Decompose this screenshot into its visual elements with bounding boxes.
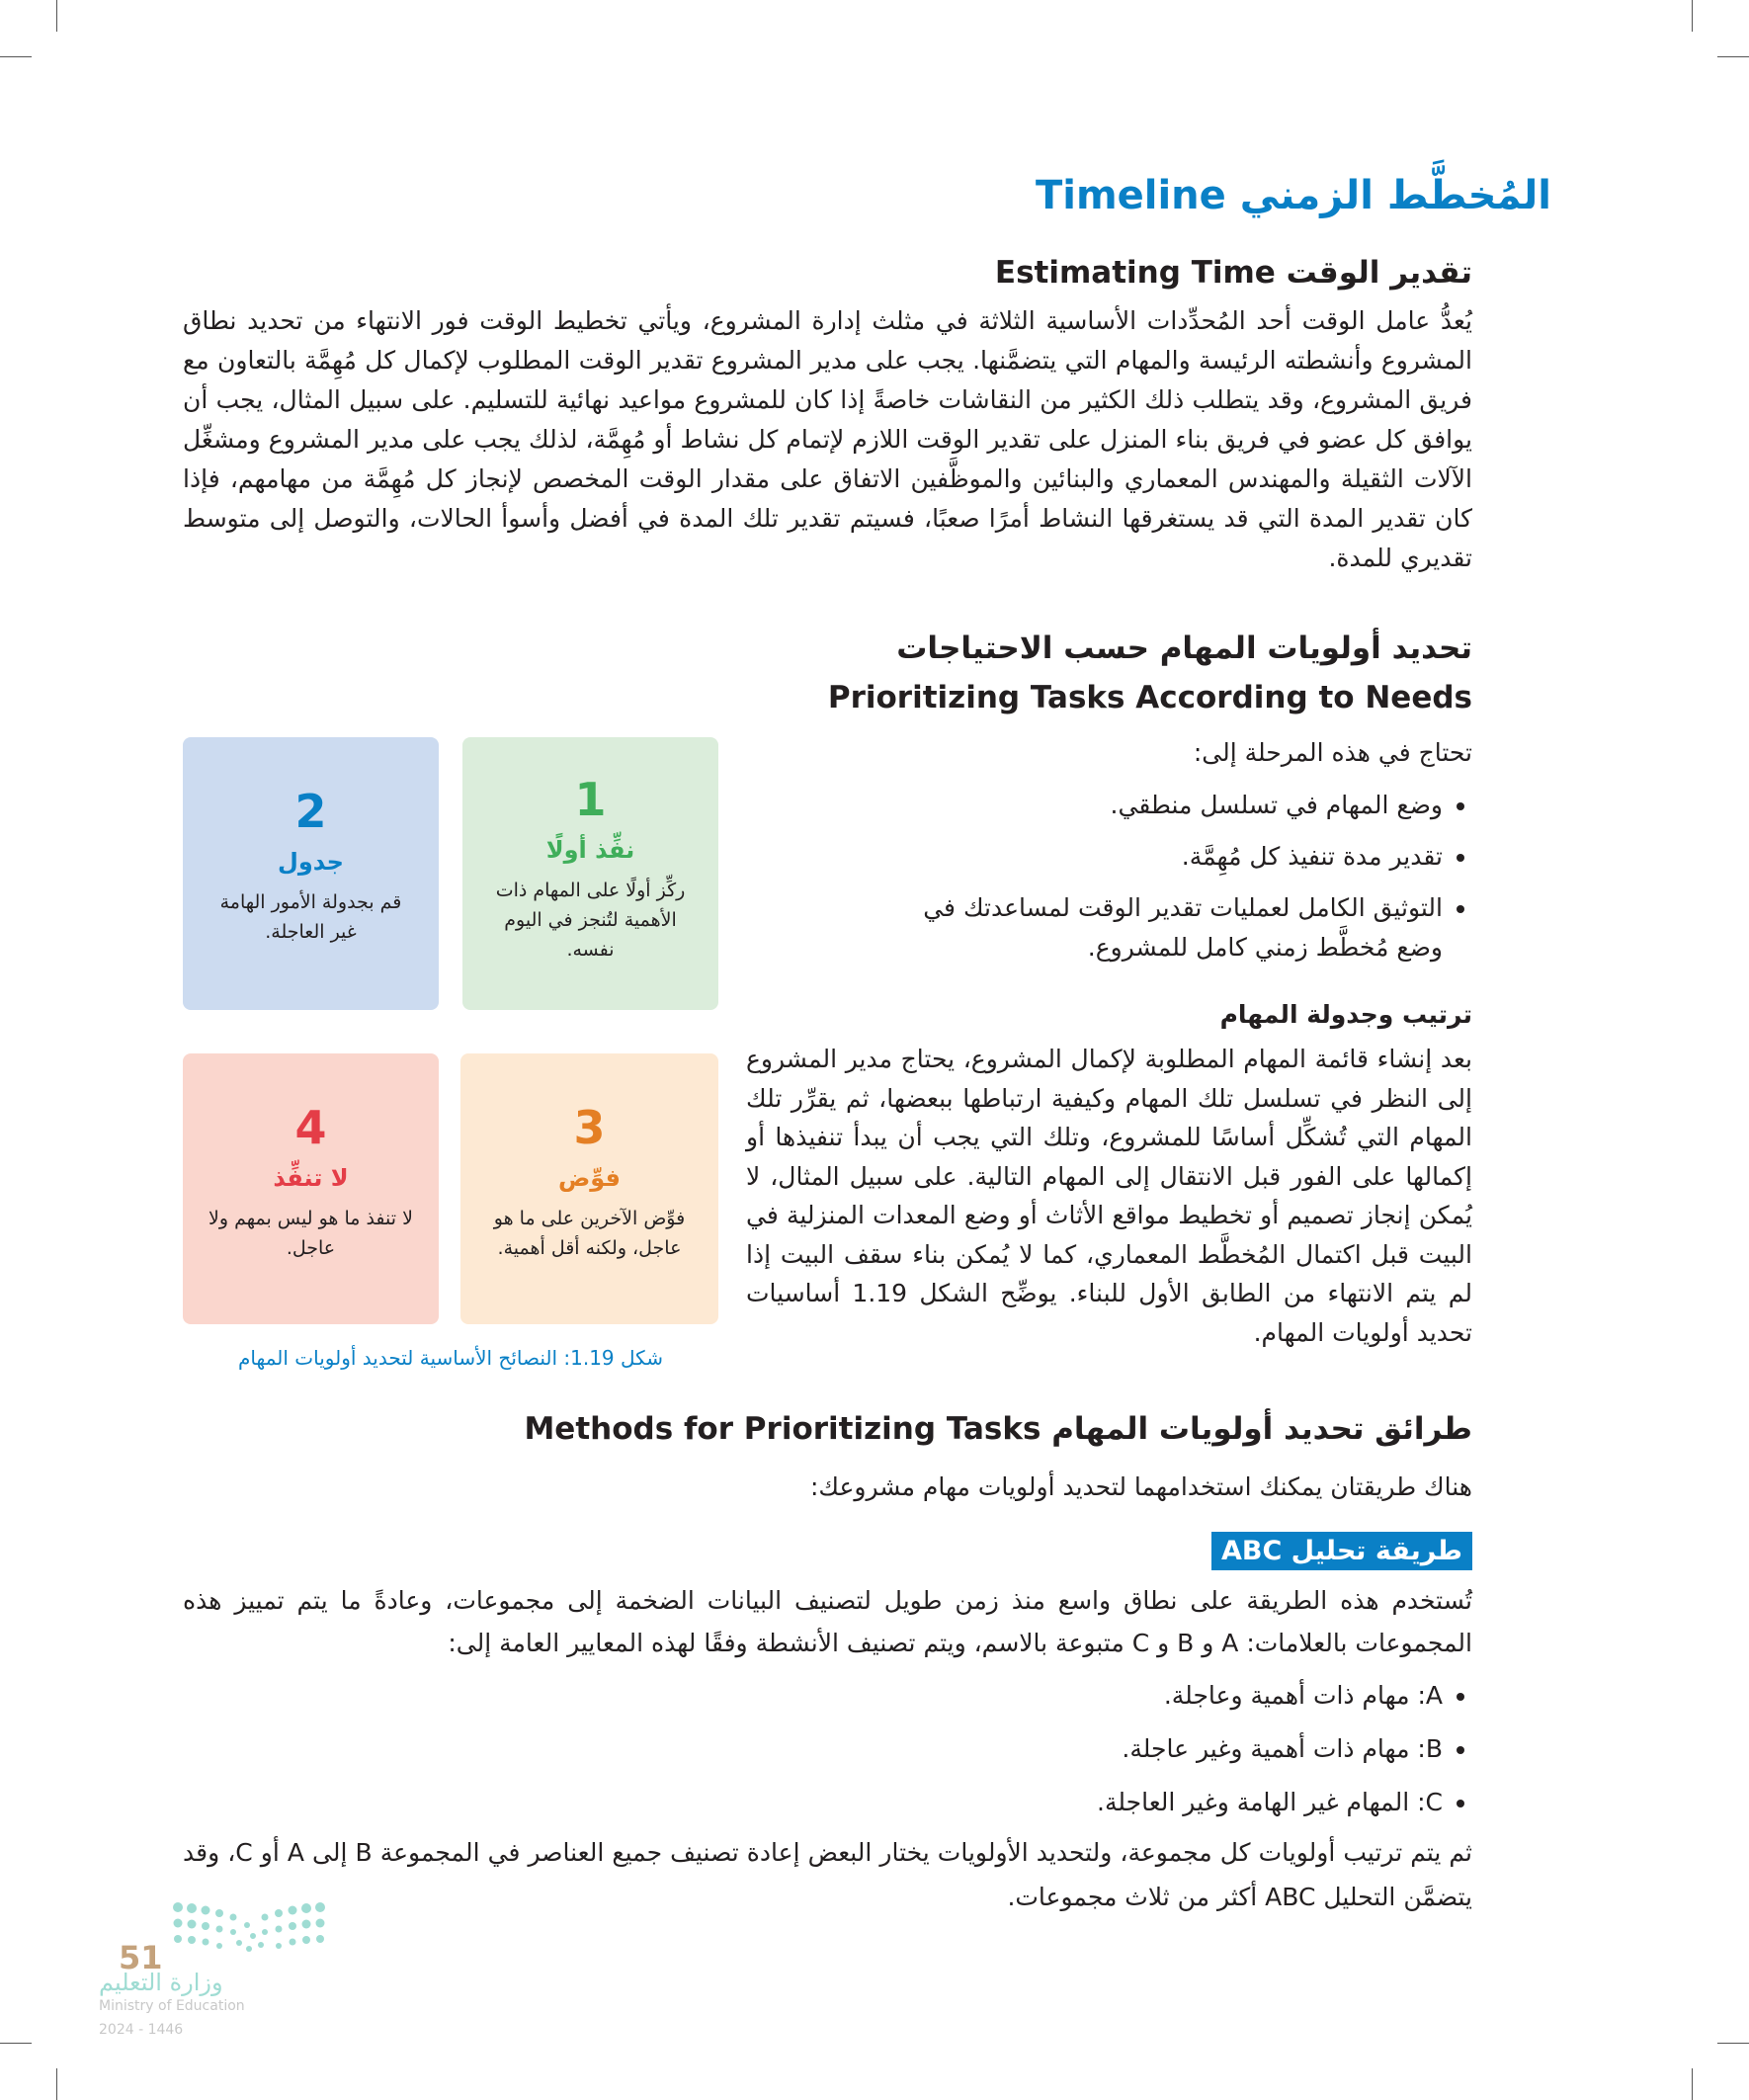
abc-paragraph: [183, 1579, 1472, 1664]
prioritizing-intro: تحتاج في هذه المرحلة إلى:: [1193, 738, 1472, 767]
bullet-item: • C: المهام غير الهامة وغير العاجلة.: [889, 1782, 1443, 1823]
box-description: قم بجدولة الأمور الهامة غير العاجلة.: [219, 891, 402, 943]
priority-box-delegate: [460, 1053, 718, 1324]
page-number: 51: [119, 1939, 163, 1976]
bullet-item: • التوثيق الكامل لعمليات تقدير الوقت لمساعدتك في وضع مُخطَّط زمني كامل للمشروع.: [904, 888, 1443, 967]
crop-mark: [56, 2068, 57, 2100]
paragraph-text: ثم يتم ترتيب أولويات كل مجموعة، ولتحديد الأولويات يختار البعض إعادة تصنيف جميع العناصر في المجموعة B إلى A أو C، وقد يتضمَّن التحليل ABC أكثر من ثلاث مجموعات.: [183, 1838, 1472, 1911]
priority-box-dont-do: [183, 1053, 439, 1324]
box-description: ركِّز أولًا على المهام ذات الأهمية لتُنجز في اليوم نفسه.: [495, 880, 686, 961]
ministry-logo-dots-icon: [170, 1899, 328, 1959]
estimating-heading: تقدير الوقت Estimating Time: [994, 255, 1472, 291]
crop-mark: [56, 0, 57, 32]
crop-mark: [1717, 2043, 1749, 2044]
figure-caption: شكل 1.19: النصائح الأساسية لتحديد أولويات المهام: [238, 1346, 663, 1370]
crop-mark: [0, 2043, 32, 2044]
prioritizing-heading-ar: تحديد أولويات المهام حسب الاحتياجات: [896, 630, 1472, 666]
ministry-name-ar: وزارة التعليم: [99, 1969, 223, 1996]
bullet-item: • B: مهام ذات أهمية وغير عاجلة.: [889, 1728, 1443, 1770]
crop-mark: [0, 56, 32, 57]
crop-mark: [1717, 56, 1749, 57]
box-description: لا تنفذ ما هو ليس بمهم ولا عاجل.: [208, 1208, 413, 1259]
box-label: نفِّذ أولًا: [545, 836, 635, 864]
prioritizing-heading-en: Prioritizing Tasks According to Needs: [827, 680, 1472, 715]
box-number: 4: [294, 1101, 327, 1154]
bullet-item: • وضع المهام في تسلسل منطقي.: [904, 786, 1443, 825]
box-number: 3: [573, 1101, 606, 1154]
academic-year: 2024 - 1446: [99, 2022, 184, 2038]
box-label: جدول: [278, 848, 344, 876]
priority-box-do-first: [462, 737, 718, 1010]
crop-mark: [1692, 2068, 1693, 2100]
ordering-heading: ترتيب وجدولة المهام: [1219, 1000, 1472, 1029]
crop-mark: [1692, 0, 1693, 32]
estimating-paragraph: [183, 301, 1472, 578]
abc-method-badge: طريقة تحليل ABC: [1211, 1532, 1472, 1570]
box-number: 2: [294, 785, 327, 838]
bullet-item: • تقدير مدة تنفيذ كل مُهِمَّة.: [904, 837, 1443, 877]
paragraph-text: يُعدُّ عامل الوقت أحد المُحدِّدات الأساسية الثلاثة في مثلث إدارة المشروع، ويأتي تخطيط الوقت فور الانتهاء من تحديد نطاق المشروع وأنشطته الرئيسة والمهام التي يتضمَّنها. يجب على مدير المشروع تقدير الوقت المطلوب لإكمال كل مُهِمَّة بالتعاون مع فريق المشروع، وقد يتطلب ذلك الكثير من النقاشات خاصةً إذا كان للمشروع مواعيد نهائية للتسليم. على سبيل المثال، يجب أن يوافق كل عضو في فريق بناء المنزل على تقدير الوقت اللازم لإتمام كل نشاط أو مُهِمَّة، لذلك يجب على مدير المشروع ومشغِّل الآلات الثقيلة والمهندس المعماري والبنائين والموظَّفين الاتفاق على مقدار الوقت المخصص لإنجاز كل مُهِمَّة من مهامهم، فإذا كان تقدير المدة التي قد يستغرقها النشاط أمرًا صعبًا، فسيتم تقدير تلك المدة في أفضل وأسوأ الحالات، والتوصل إلى متوسط تقديري للمدة.: [183, 306, 1472, 572]
paragraph-text: بعد إنشاء قائمة المهام المطلوبة لإكمال المشروع، يحتاج مدير المشروع إلى النظر في تسلسل تلك المهام وكيفية ارتباطها ببعضها، ثم يقرِّر تلك المهام التي تُشكِّل أساسًا للمشروع، وتلك التي يجب أن يبدأ تنفيذها أو إكمالها على الفور قبل الانتقال إلى المهام التالية. على سبيل المثال، لا يُمكن إنجاز تصميم أو تخطيط مواقع الأثاث أو وضع المعدات المنزلية في البيت قبل اكتمال المُخطَّط المعماري، كما لا يُمكن بناء سقف البيت إذا لم يتم الانتهاء من الطابق الأول للبناء. يوضِّح الشكل 1.19 أساسيات تحديد أولويات المهام.: [746, 1045, 1472, 1347]
methods-heading: طرائق تحديد أولويات المهام Methods for Prioritizing Tasks: [524, 1411, 1472, 1447]
prioritizing-bullets: [904, 786, 1472, 979]
ordering-paragraph: [746, 1040, 1472, 1352]
box-number: 1: [574, 773, 607, 826]
box-description: فوِّض الآخرين على ما هو عاجل، ولكنه أقل أهمية.: [493, 1208, 686, 1259]
paragraph-text: تُستخدم هذه الطريقة على نطاق واسع منذ زمن طويل لتصنيف البيانات الضخمة إلى مجموعات، وعادةً ما يتم تمييز هذه المجموعات بالعلامات: A و B و C متبوعة بالاسم، ويتم تصنيف الأنشطة وفقًا لهذه المعايير العامة إلى:: [183, 1586, 1472, 1657]
closing-paragraph: [183, 1830, 1472, 1919]
methods-intro: هناك طريقتان يمكنك استخدامهما لتحديد أولويات مهام مشروعك:: [810, 1472, 1472, 1501]
box-label: فوِّض: [557, 1164, 622, 1192]
priority-box-schedule: [183, 737, 439, 1010]
page-title: المُخطَّط الزمني Timeline: [1035, 173, 1551, 218]
box-label: لا تنفِّذ: [273, 1164, 349, 1192]
abc-bullets: [889, 1675, 1472, 1835]
bullet-item: • A: مهام ذات أهمية وعاجلة.: [889, 1675, 1443, 1717]
ministry-name-en: Ministry of Education: [99, 1998, 245, 2014]
